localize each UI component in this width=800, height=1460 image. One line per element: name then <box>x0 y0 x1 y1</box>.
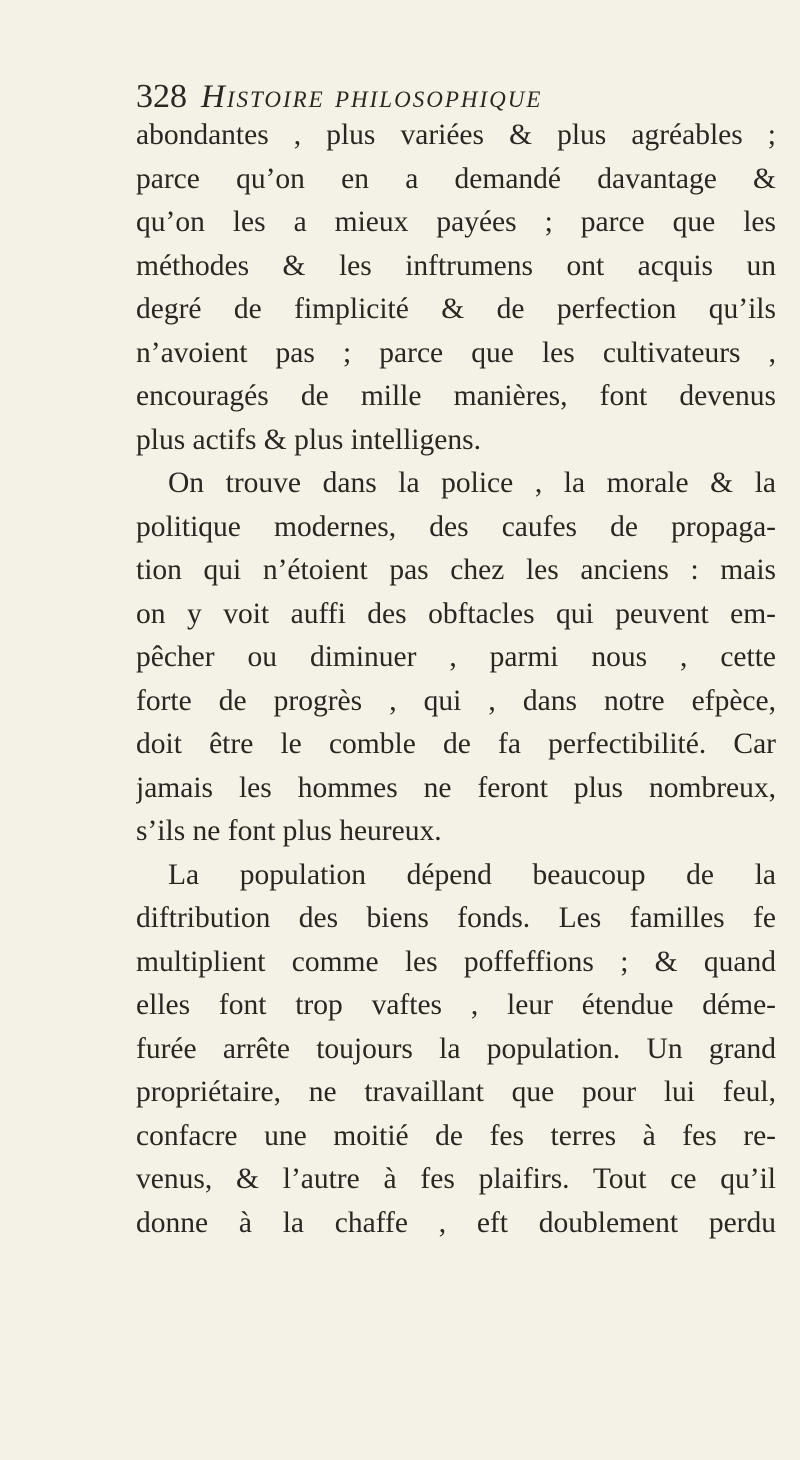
text-line: multiplient comme les poffeffions ; & quand <box>136 945 776 978</box>
text-line: pêcher ou diminuer , parmi nous , cette <box>136 641 776 673</box>
body-text <box>136 114 776 1245</box>
paragraph-start-line: La population dépend beaucoup de la <box>168 858 776 891</box>
text-line: donne à la chaffe , eft doublement perdu <box>136 1206 776 1239</box>
text-line: n’avoient pas ; parce que les cultivateurs , <box>136 336 776 369</box>
text-line: propriétaire, ne travaillant que pour lui feul, <box>136 1076 776 1108</box>
running-head <box>136 78 736 118</box>
text-line: tion qui n’étoient pas chez les anciens : mais <box>136 554 776 586</box>
text-line: plus actifs & plus intelligens. <box>136 423 481 456</box>
text-line: diftribution des biens fonds. Les familles fe <box>136 902 776 934</box>
text-line: s’ils ne font plus heureux. <box>136 815 442 847</box>
text-line: parce qu’on en a demandé davantage & <box>136 162 776 195</box>
text-line: elles font trop vaftes , leur étendue déme- <box>136 989 776 1021</box>
text-line: jamais les hommes ne feront plus nombreux, <box>136 771 776 804</box>
running-head-title: Histoire philosophique <box>201 79 543 115</box>
text-line: abondantes , plus variées & plus agréables ; <box>136 119 776 151</box>
text-line: venus, & l’autre à fes plaifirs. Tout ce qu’il <box>136 1163 776 1195</box>
text-line: on y voit auffi des obftacles qui peuvent em- <box>136 597 776 630</box>
text-line: degré de fimplicité & de perfection qu’ils <box>136 293 776 325</box>
text-line: furée arrête toujours la population. Un grand <box>136 1032 776 1065</box>
page-number: 328 <box>136 78 187 115</box>
paragraph-start-line: On trouve dans la police , la morale & la <box>168 467 776 499</box>
text-line: qu’on les a mieux payées ; parce que les <box>136 206 776 238</box>
text-line: méthodes & les inftrumens ont acquis un <box>136 249 776 282</box>
text-line: encouragés de mille manières, font devenus <box>136 380 776 412</box>
text-line: doit être le comble de fa perfectibilité. Car <box>136 728 776 760</box>
text-line: politique modernes, des caufes de propaga- <box>136 510 776 543</box>
text-line: forte de progrès , qui , dans notre efpèce, <box>136 684 776 717</box>
text-line: confacre une moitié de fes terres à fes re- <box>136 1119 776 1152</box>
